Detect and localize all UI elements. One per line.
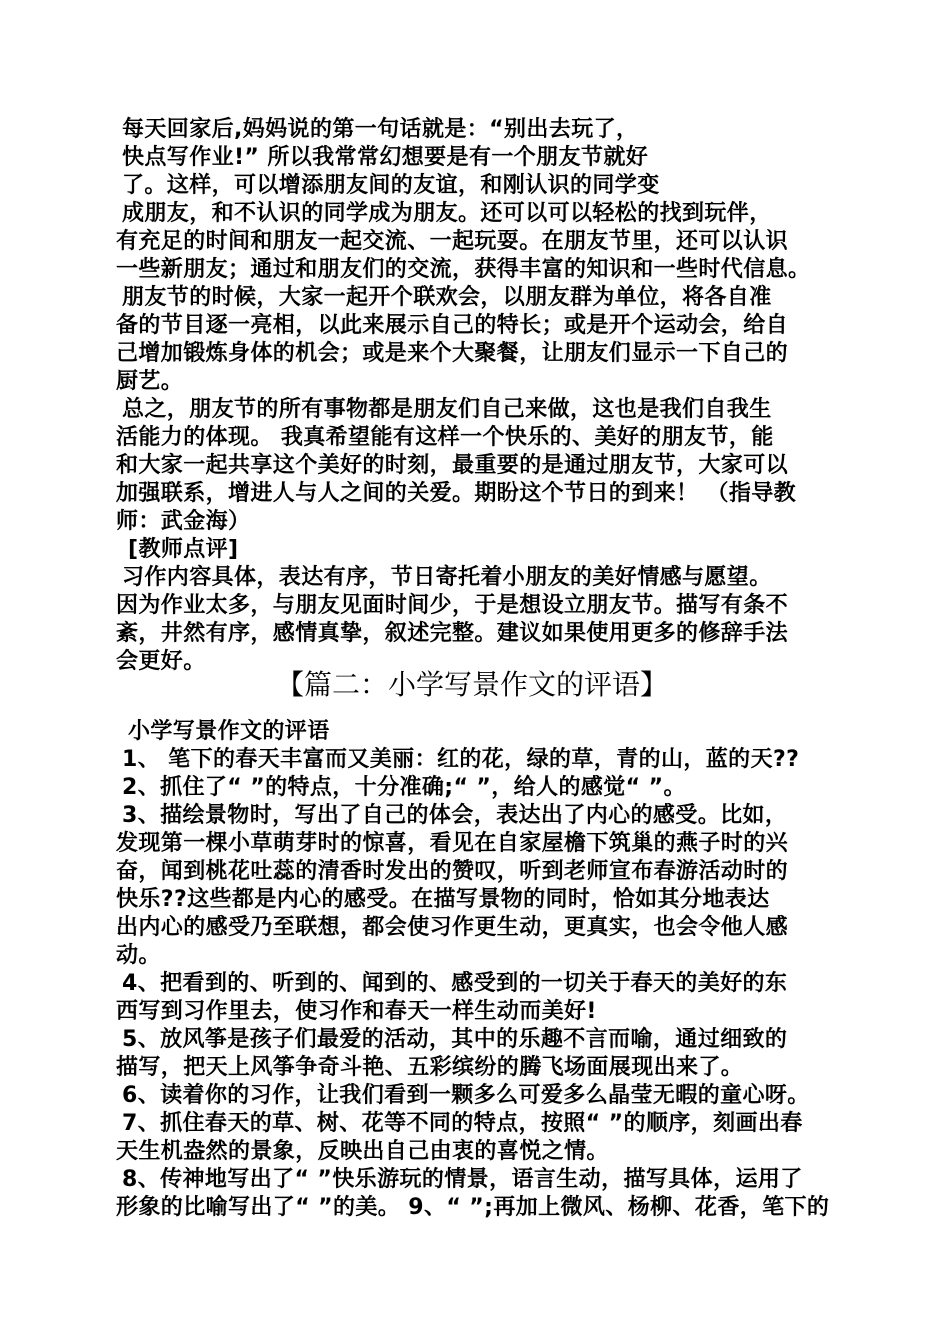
text-line: 每天回家后,妈妈说的第一句话就是：“别出去玩了， xyxy=(122,117,639,142)
list-item: 6、读着你的习作，让我们看到一颗多么可爱多么晶莹无暇的童心呀。 xyxy=(122,1083,810,1108)
text-line: 了。这样，可以增添朋友间的友谊，和刚认识的同学变 xyxy=(122,173,660,198)
list-item: 描写，把天上风筝争奇斗艳、五彩缤纷的腾飞场面展现出来了。 xyxy=(116,1055,744,1080)
list-item: 动。 xyxy=(116,943,161,968)
text-line: 会更好。 xyxy=(116,649,206,674)
list-item: 奋，闻到桃花吐蕊的清香时发出的赞叹，听到老师宣布春游活动时的 xyxy=(116,859,789,884)
list-item: 发现第一棵小草萌芽时的惊喜，看见在自家屋檐下筑巢的燕子时的兴 xyxy=(116,831,789,856)
text-line: 活能力的体现。 我真希望能有这样一个快乐的、美好的朋友节，能 xyxy=(116,425,774,450)
text-line: 朋友节的时候，大家一起开个联欢会，以朋友群为单位，将各自准 xyxy=(122,285,772,310)
list-item: 2、抓住了“ ”的特点，十分准确;“ ”，给人的感觉“ ”。 xyxy=(122,775,686,800)
list-item: 3、描绘景物时，写出了自己的体会，表达出了内心的感受。比如， xyxy=(122,803,788,828)
list-item: 5、放风筝是孩子们最爱的活动，其中的乐趣不言而喻，通过细致的 xyxy=(122,1027,788,1052)
text-line: 厨艺。 xyxy=(116,369,184,394)
section-heading: 【篇二：小学写景作文的评语】 xyxy=(276,668,669,701)
text-line: 总之，朋友节的所有事物都是朋友们自己来做，这也是我们自我生 xyxy=(122,397,772,422)
text-line: 有充足的时间和朋友一起交流、一起玩耍。在朋友节里，还可以认识 xyxy=(116,229,789,254)
list-item: 快乐??这些都是内心的感受。在描写景物的同时，恰如其分地表达 xyxy=(116,887,770,912)
text-line: 习作内容具体，表达有序，节日寄托着小朋友的美好情感与愿望。 xyxy=(122,565,772,590)
text-line: 成朋友，和不认识的同学成为朋友。还可以可以轻松的找到玩伴， xyxy=(122,201,772,226)
list-item: 天生机盎然的景象，反映出自己由衷的喜悦之情。 xyxy=(116,1139,609,1164)
text-line: 和大家一起共享这个美好的时刻，最重要的是通过朋友节，大家可以 xyxy=(116,453,789,478)
comment-label: [教师点评] xyxy=(128,537,239,562)
text-line: 备的节目逐一亮相，以此来展示自己的特长；或是开个运动会，给自 xyxy=(116,313,789,338)
text-line: 加强联系，增进人与人之间的关爱。期盼这个节日的到来！ （指导教 xyxy=(116,481,797,506)
text-line: 快点写作业!” 所以我常常幻想要是有一个朋友节就好 xyxy=(122,145,649,170)
text-line: 因为作业太多，与朋友见面时间少，于是想设立朋友节。描写有条不 xyxy=(116,593,789,618)
list-item: 西写到习作里去，使习作和春天一样生动而美好! xyxy=(116,999,597,1024)
text-line: 一些新朋友；通过和朋友们的交流，获得丰富的知识和一些时代信息。 xyxy=(116,257,811,282)
text-line: 师：武金海） xyxy=(116,509,251,534)
list-item: 1、 笔下的春天丰富而又美丽：红的花，绿的草，青的山，蓝的天?? xyxy=(122,747,800,772)
list-item: 8、传神地写出了“ ”快乐游玩的情景，语言生动，描写具体，运用了 xyxy=(122,1167,803,1192)
text-line: 己增加锻炼身体的机会；或是来个大聚餐，让朋友们显示一下自己的 xyxy=(116,341,789,366)
list-item: 7、抓住春天的草、树、花等不同的特点，按照“ ”的顺序，刻画出春 xyxy=(122,1111,803,1136)
list-item: 4、把看到的、听到的、闻到的、感受到的一切关于春天的美好的东 xyxy=(122,971,788,996)
list-item: 出内心的感受乃至联想，都会使习作更生动，更真实，也会令他人感 xyxy=(116,915,789,940)
list-item: 形象的比喻写出了“ ”的美。 9、“ ”;再加上微风、杨柳、花香，笔下的 xyxy=(116,1195,830,1220)
subtitle: 小学写景作文的评语 xyxy=(128,719,330,744)
text-line: 紊，井然有序，感情真挚，叙述完整。建议如果使用更多的修辞手法 xyxy=(116,621,789,646)
